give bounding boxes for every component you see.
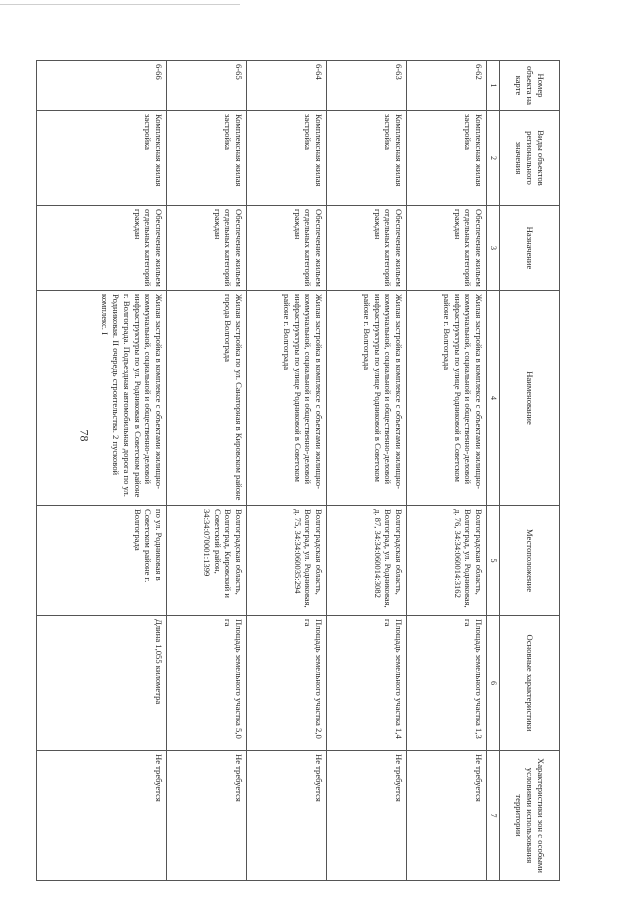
top-rule [0, 4, 240, 5]
object-location: по ул. Родниковая в Советском районе г. Волгограда [37, 506, 167, 616]
object-characteristics: Площадь земельного участка 1,4 га [327, 616, 407, 751]
object-type: Комплексная жилая застройка [37, 111, 167, 206]
object-name: Жилая застройка по ул. Санаторная в Кировском районе города Волгограда [167, 291, 247, 506]
object-id: 6-62 [407, 61, 487, 111]
objects-table [36, 60, 560, 881]
object-name: Жилая застройка в комплексе с объектами жилищно-коммунальной, социальной и общественно-деловой инфраструктуры по улице Родниковой в Советском районе г. Волгограда [407, 291, 487, 506]
object-location: Волгоградская область, Волгоград, Кировский и Советский район, 34:34:070001:1399 [167, 506, 247, 616]
object-purpose: Обеспечение жильем отдельных категорий граждан [327, 206, 407, 291]
object-location: Волгоградская область, Волгоград, ул. Родниковая, д. 76, 34:34:060014:3162 [407, 506, 487, 616]
table-wrapper [70, 60, 560, 880]
header-cell: Виды объектов регионального значения [500, 111, 560, 206]
header-row [500, 61, 560, 881]
object-location: Волгоградская область, Волгоград, ул. Родниковая, д. 87, 34:34:060014:3082 [327, 506, 407, 616]
object-zones: Не требуется [327, 751, 407, 881]
page-number: 78 [77, 429, 92, 442]
object-purpose: Обеспечение жильем отдельных категорий граждан [37, 206, 167, 291]
object-characteristics: Площадь земельного участка 2,0 га [247, 616, 327, 751]
object-zones: Не требуется [407, 751, 487, 881]
column-number: 3 [487, 206, 500, 291]
object-purpose: Обеспечение жильем отдельных категорий граждан [167, 206, 247, 291]
object-type: Комплексная жилая застройка [247, 111, 327, 206]
object-characteristics: Площадь земельного участка 1,3 га [407, 616, 487, 751]
header-cell: Номер объекта на карте [500, 61, 560, 111]
table-row [407, 61, 487, 881]
table-row [327, 61, 407, 881]
object-purpose: Обеспечение жильем отдельных категорий граждан [247, 206, 327, 291]
table-row [247, 61, 327, 881]
column-number: 1 [487, 61, 500, 111]
table-row [167, 61, 247, 881]
table-row [37, 61, 167, 881]
column-number: 6 [487, 616, 500, 751]
column-number: 5 [487, 506, 500, 616]
object-type: Комплексная жилая застройка [407, 111, 487, 206]
object-id: 6-65 [167, 61, 247, 111]
object-purpose: Обеспечение жильем отдельных категорий граждан [407, 206, 487, 291]
column-number-row [487, 61, 500, 881]
header-cell: Местоположение [500, 506, 560, 616]
object-name: Жилая застройка в комплексе с объектами жилищно-коммунальной, социальной и общественно-деловой инфраструктуры по ул. Родниковая в Советском районе г. Волгограда. Подъездная автомобильная дорога по ул. Родниковая. II очередь строительства. 2 пусковой комплекс. I [37, 291, 167, 506]
object-id: 6-63 [327, 61, 407, 111]
object-characteristics: Длина 1,055 километра [37, 616, 167, 751]
object-type: Комплексная жилая застройка [327, 111, 407, 206]
object-name: Жилая застройка в комплексе с объектами жилищно-коммунальной, социальной и общественно-деловой инфраструктуры по улице Родниковой в Советском районе г. Волгограда [327, 291, 407, 506]
header-cell: Основные характеристики [500, 616, 560, 751]
object-id: 6-66 [37, 61, 167, 111]
rotated-table-container [70, 60, 560, 880]
object-id: 6-64 [247, 61, 327, 111]
header-cell: Назначение [500, 206, 560, 291]
column-number: 7 [487, 751, 500, 881]
object-zones: Не требуется [167, 751, 247, 881]
column-number: 2 [487, 111, 500, 206]
header-cell: Наименование [500, 291, 560, 506]
object-zones: Не требуется [37, 751, 167, 881]
object-zones: Не требуется [247, 751, 327, 881]
object-location: Волгоградская область, Волгоград, ул. Родниковая, д. 75, 34:34:060035:294 [247, 506, 327, 616]
object-name: Жилая застройка в комплексе с объектами жилищно-коммунальной, социальной и общественно-деловой инфраструктуры по улице Родниковой в Советском районе г. Волгограда [247, 291, 327, 506]
column-number: 4 [487, 291, 500, 506]
object-type: Комплексная жилая застройка [167, 111, 247, 206]
header-cell: Характеристики зон с особыми условиями использования территории [500, 751, 560, 881]
object-characteristics: Площадь земельного участка 5,0 га [167, 616, 247, 751]
